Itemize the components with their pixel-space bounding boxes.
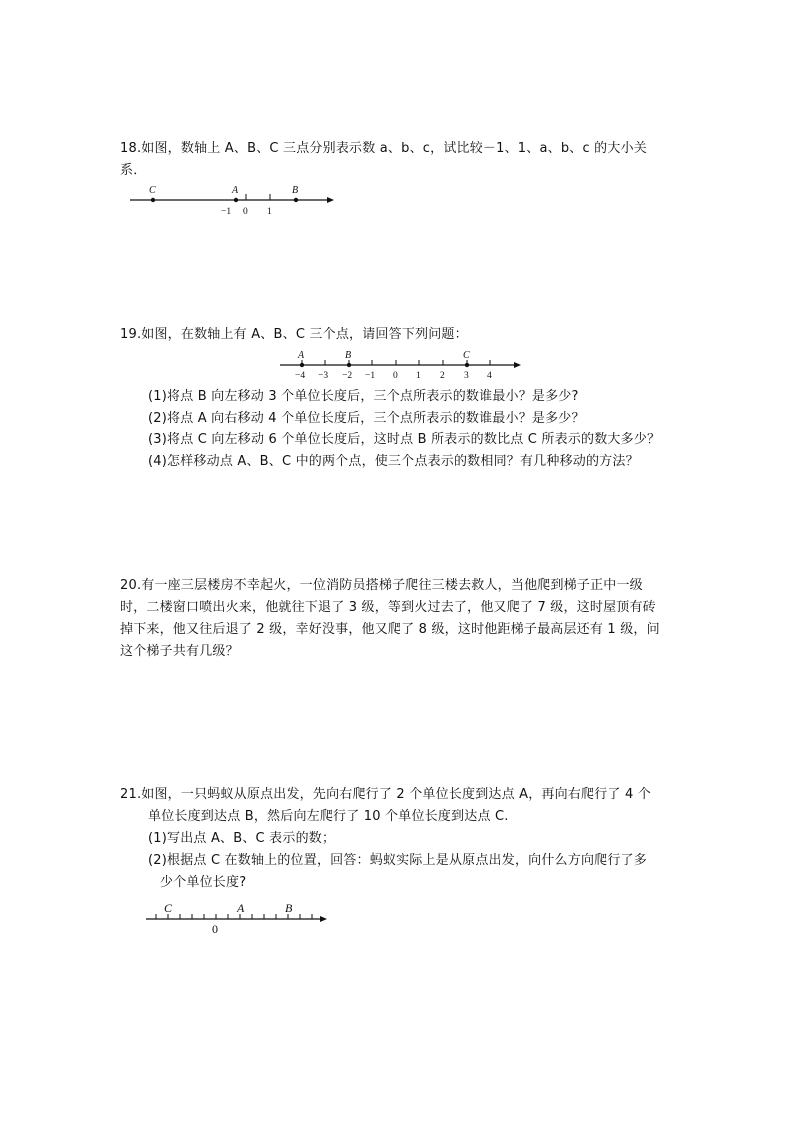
q19-tick-neg4: −4 xyxy=(295,371,306,381)
q19-item-3: (3)将点 C 向左移动 6 个单位长度后，这时点 B 所表示的数比点 C 所表示的数大多少？ xyxy=(148,432,661,447)
q21-line-2: 单位长度到达点 B，然后向左爬行了 10 个单位长度到达点 C. xyxy=(148,809,509,824)
q21-tick-0: 0 xyxy=(212,922,218,936)
q18-point-c xyxy=(151,198,155,202)
q18-point-a xyxy=(234,198,238,202)
q21-label-a: A xyxy=(237,901,245,915)
q19-label-a: A xyxy=(298,350,305,361)
q19-tick-4: 4 xyxy=(487,371,492,381)
q18-tick-neg1: −1 xyxy=(221,207,232,217)
q19-tick-0: 0 xyxy=(393,371,398,381)
q21-item-1: (1)写出点 A、B、C 表示的数； xyxy=(148,831,336,846)
q21-label-c: C xyxy=(164,901,173,915)
q19-point-b xyxy=(347,363,351,367)
q18-point-b xyxy=(294,198,298,202)
q19-title: 19.如图，在数轴上有 A、B、C 三个点，请回答下列问题： xyxy=(120,327,468,342)
q19-label-b: B xyxy=(345,350,352,361)
q18-label-a: A xyxy=(232,185,239,196)
q19-tick-neg3: −3 xyxy=(318,371,329,381)
q19-tick-neg1: −1 xyxy=(365,371,376,381)
q19-tick-2: 2 xyxy=(440,371,445,381)
q19-point-a xyxy=(300,363,304,367)
q19-tick-1: 1 xyxy=(416,371,421,381)
q21-item-2-cont: 少个单位长度? xyxy=(160,875,247,890)
q19-item-2: (2)将点 A 向右移动 4 个单位长度后，三个点所表示的数谁最小？是多少？ xyxy=(148,411,585,426)
q20-line-2: 时，二楼窗口喷出火来，他就往下退了 3 级，等到火过去了，他又爬了 7 级，这时屋顶有砖 xyxy=(120,600,656,615)
q19-label-c: C xyxy=(463,350,470,361)
q18-tick-0: 0 xyxy=(243,207,248,217)
q19-item-4: (4)怎样移动点 A、B、C 中的两个点，使三个点表示的数相同？有几种移动的方法？ xyxy=(148,454,639,469)
q21-number-line xyxy=(144,898,344,944)
q18-label-c: C xyxy=(149,185,156,196)
q18-number-line xyxy=(128,183,348,219)
q18-text-line2: 系． xyxy=(120,163,147,178)
q21-label-b: B xyxy=(285,901,293,915)
q19-point-c xyxy=(465,363,469,367)
q19-number-line xyxy=(278,349,528,383)
q20-line-3: 掉下来，他又往后退了 2 级，幸好没事，他又爬了 8 级，这时他距梯子最高层还有 1 级，问 xyxy=(120,622,660,637)
q20-line-4: 这个梯子共有几级？ xyxy=(120,644,239,659)
q20-line-1: 20.有一座三层楼房不幸起火，一位消防员搭梯子爬往三楼去救人，当他爬到梯子正中一级 xyxy=(120,578,643,593)
q18-label-b: B xyxy=(292,185,299,196)
q21-line-1: 21.如图，一只蚂蚁从原点出发，先向右爬行了 2 个单位长度到达点 A，再向右爬行了 4 个 xyxy=(120,787,651,802)
q19-tick-neg2: −2 xyxy=(342,371,353,381)
q18-tick-1: 1 xyxy=(267,207,272,217)
q19-item-1: (1)将点 B 向左移动 3 个单位长度后，三个点所表示的数谁最小？是多少? xyxy=(148,389,579,404)
q19-tick-3: 3 xyxy=(464,371,469,381)
q18-text-line1: 18.如图，数轴上 A、B、C 三点分别表示数 a、b、c，试比较－1、1、a、b、c 的大小关 xyxy=(120,141,647,156)
q21-item-2: (2)根据点 C 在数轴上的位置，回答：蚂蚁实际上是从原点出发，向什么方向爬行了多 xyxy=(148,853,647,868)
